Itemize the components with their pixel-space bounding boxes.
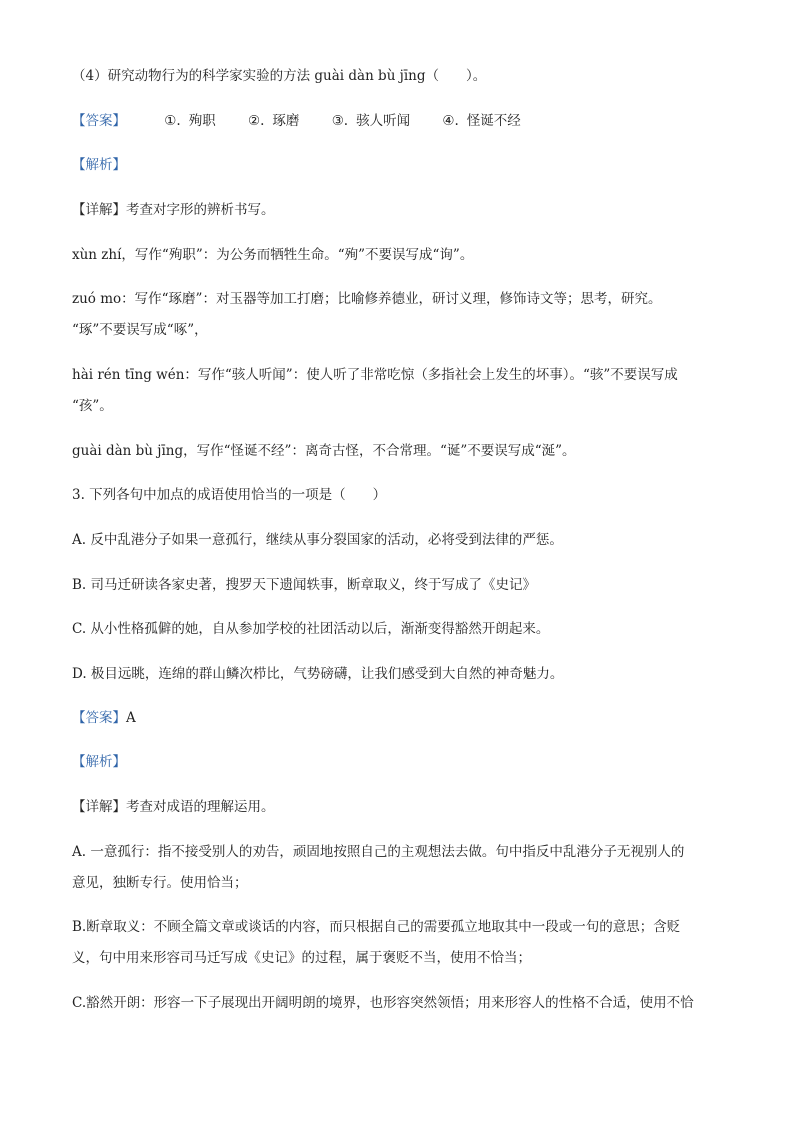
analysis-label: 【解析】 <box>72 754 126 770</box>
explanation-line: 义，句中用来形容司马迁写成《史记》的过程，属于褒贬不当，使用不恰当； <box>72 950 531 966</box>
explanation-line: C.豁然开朗：形容一下子展现出开阔明朗的境界，也形容突然领悟；用来形容人的性格不合适，使用不恰 <box>72 995 694 1011</box>
option-c: C. 从小性格孤僻的她，自从参加学校的社团活动以后，渐渐变得豁然开朗起来。 <box>72 621 550 637</box>
explanation-line: A. 一意孤行：指不接受别人的劝告，顽固地按照自己的主观想法去做。句中指反中乱港分子无视别人的 <box>72 844 685 860</box>
explanation-line: 意见，独断专行。使用恰当； <box>72 875 248 891</box>
option-d: D. 极目远眺，连绵的群山鳞次栉比，气势磅礴，让我们感受到大自然的神奇魅力。 <box>72 666 564 682</box>
explanation-line: zuó mo：写作“琢磨”：对玉器等加工打磨；比喻修养德业，研讨义理，修饰诗文等；思考，研究。 <box>72 291 662 307</box>
answer-option-2: ②. 琢磨 <box>248 113 300 129</box>
question-item-4: （4）研究动物行为的科学家实验的方法 guài dàn bù jīng（ ）。 <box>72 68 487 84</box>
option-b: B. 司马迁研读各家史著，搜罗天下遗闻轶事，断章取义，终于写成了《史记》 <box>72 577 537 593</box>
answer-option-1: ①. 殉职 <box>164 113 216 129</box>
option-a: A. 反中乱港分子如果一意孤行，继续从事分裂国家的活动，必将受到法律的严惩。 <box>72 532 563 548</box>
answer-value: A <box>126 710 136 726</box>
explanation-line: hài rén tīng wén：写作“骇人听闻”：使人听了非常吃惊（多指社会上发生的坏事）。“骇”不要误写成 <box>72 367 678 383</box>
detail-heading: 【详解】考查对成语的理解运用。 <box>72 799 275 815</box>
answer-label: 【答案】 <box>72 113 126 129</box>
explanation-line: xùn zhí，写作“殉职”：为公务而牺牲生命。“殉”不要误写成“询”。 <box>72 247 474 263</box>
explanation-line: “琢”不要误写成“啄”， <box>72 322 208 338</box>
question-stem: 3. 下列各句中加点的成语使用恰当的一项是（ ） <box>72 487 387 503</box>
detail-heading: 【详解】考查对字形的辨析书写。 <box>72 202 275 218</box>
answer-label: 【答案】 <box>72 710 126 726</box>
answer-option-4: ④. 怪诞不经 <box>442 113 521 129</box>
explanation-line: B.断章取义：不顾全篇文章或谈话的内容，而只根据自己的需要孤立地取其中一段或一句的意思；含贬 <box>72 919 681 935</box>
answer-option-3: ③. 骇人听闻 <box>331 113 411 129</box>
answer-row <box>72 708 722 728</box>
explanation-line: “孩”。 <box>72 398 113 414</box>
analysis-label: 【解析】 <box>72 157 126 173</box>
explanation-line: guài dàn bù jīng，写作“怪诞不经”：离奇古怪，不合常理。“诞”不要误写成“涎”。 <box>72 443 576 459</box>
answer-row <box>72 111 722 131</box>
